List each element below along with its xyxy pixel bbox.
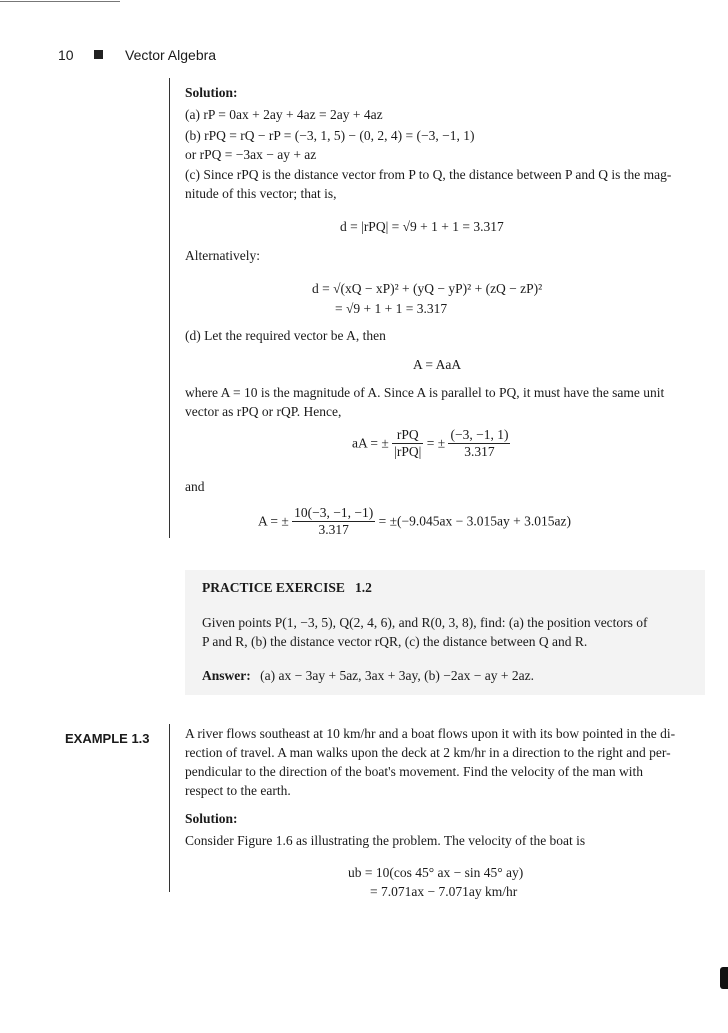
example-text-line4: respect to the earth. <box>185 783 291 798</box>
example-text-line2: rection of travel. A man walks upon the deck at 2 km/hr in a direction to the right and per- <box>185 745 671 760</box>
equation-unit-vector-mid: = ± <box>426 435 446 451</box>
header-rule <box>0 1 120 2</box>
fraction-rpq-numerator: rPQ <box>392 427 423 444</box>
solution-part-d: (d) Let the required vector be A, then <box>185 328 386 343</box>
equation-distance: d = |rPQ| = √9 + 1 + 1 = 3.317 <box>340 219 504 234</box>
page-number: 10 <box>58 47 74 63</box>
fraction-values-denominator: 3.317 <box>464 444 495 459</box>
equation-vector-A <box>258 505 571 538</box>
solution-part-a: (a) rP = 0ax + 2ay + 4az = 2ay + 4az <box>185 107 383 122</box>
alternatively-label: Alternatively: <box>185 248 260 263</box>
practice-title: PRACTICE EXERCISE 1.2 <box>202 580 372 595</box>
chapter-title: Vector Algebra <box>125 47 217 63</box>
solution-part-c-line1: (c) Since rPQ is the distance vector from P to Q, the distance between P and Q is the mag- <box>185 167 672 182</box>
equation-distance-alt-line2: = √9 + 1 + 1 = 3.317 <box>335 301 448 316</box>
solution-part-b: (b) rPQ = rQ − rP = (−3, 1, 5) − (0, 2, 4) = (−3, −1, 1) <box>185 128 475 143</box>
example-solution-heading: Solution: <box>185 811 238 826</box>
solution-heading: Solution: <box>185 85 238 100</box>
solution-part-c-line2: nitude of this vector; that is, <box>185 186 337 201</box>
equation-vector-A-lhs: A = ± <box>258 513 289 529</box>
where-line1: where A = 10 is the magnitude of A. Since A is parallel to PQ, it must have the same unit <box>185 385 665 400</box>
scan-edge-mark <box>720 967 728 989</box>
example-text-line3: pendicular to the direction of the boat's movement. Find the velocity of the man with <box>185 764 643 779</box>
where-line2: vector as rPQ or rQP. Hence, <box>185 404 342 419</box>
practice-line2: P and R, (b) the distance vector rQR, (c) the distance between Q and R. <box>202 634 588 649</box>
fraction-values-numerator: (−3, −1, 1) <box>450 427 509 442</box>
equation-unit-vector <box>352 427 510 460</box>
equation-boat-velocity-line2: = 7.071ax − 7.071ay km/hr <box>370 884 518 899</box>
fraction-A-denominator: 3.317 <box>318 522 349 537</box>
practice-answer-text: (a) ax − 3ay + 5az, 3ax + 3ay, (b) −2ax − ay + 2az. <box>260 668 534 683</box>
fraction-values <box>448 427 510 460</box>
fraction-rpq-denominator: |rPQ| <box>394 444 422 459</box>
fraction-A-numerator: 10(−3, −1, −1) <box>294 505 374 520</box>
solution-margin-rule <box>169 78 170 538</box>
fraction-rpq <box>392 427 423 460</box>
and-label: and <box>185 479 205 494</box>
example-margin-rule <box>169 724 170 892</box>
example-label: EXAMPLE 1.3 <box>65 731 150 746</box>
example-solution-line1: Consider Figure 1.6 as illustrating the problem. The velocity of the boat is <box>185 833 586 848</box>
equation-A: A = AaA <box>413 357 462 372</box>
solution-part-b-alt: or rPQ = −3ax − ay + az <box>185 147 317 162</box>
header-bullet-icon <box>94 50 103 59</box>
practice-answer-label: Answer: <box>202 668 251 683</box>
fraction-A <box>292 505 375 538</box>
example-text-line1: A river flows southeast at 10 km/hr and a boat flows upon it with its bow pointed in the di- <box>185 726 676 741</box>
equation-distance-alt-line1: d = √(xQ − xP)² + (yQ − yP)² + (zQ − zP)² <box>312 281 543 296</box>
equation-boat-velocity-line1: ub = 10(cos 45° ax − sin 45° ay) <box>348 865 524 880</box>
equation-unit-vector-lhs: aA = ± <box>352 435 389 451</box>
practice-answer <box>202 667 534 685</box>
equation-vector-A-rhs: = ±(−9.045ax − 3.015ay + 3.015az) <box>378 513 571 529</box>
practice-line1: Given points P(1, −3, 5), Q(2, 4, 6), and R(0, 3, 8), find: (a) the position vectors of <box>202 615 648 630</box>
